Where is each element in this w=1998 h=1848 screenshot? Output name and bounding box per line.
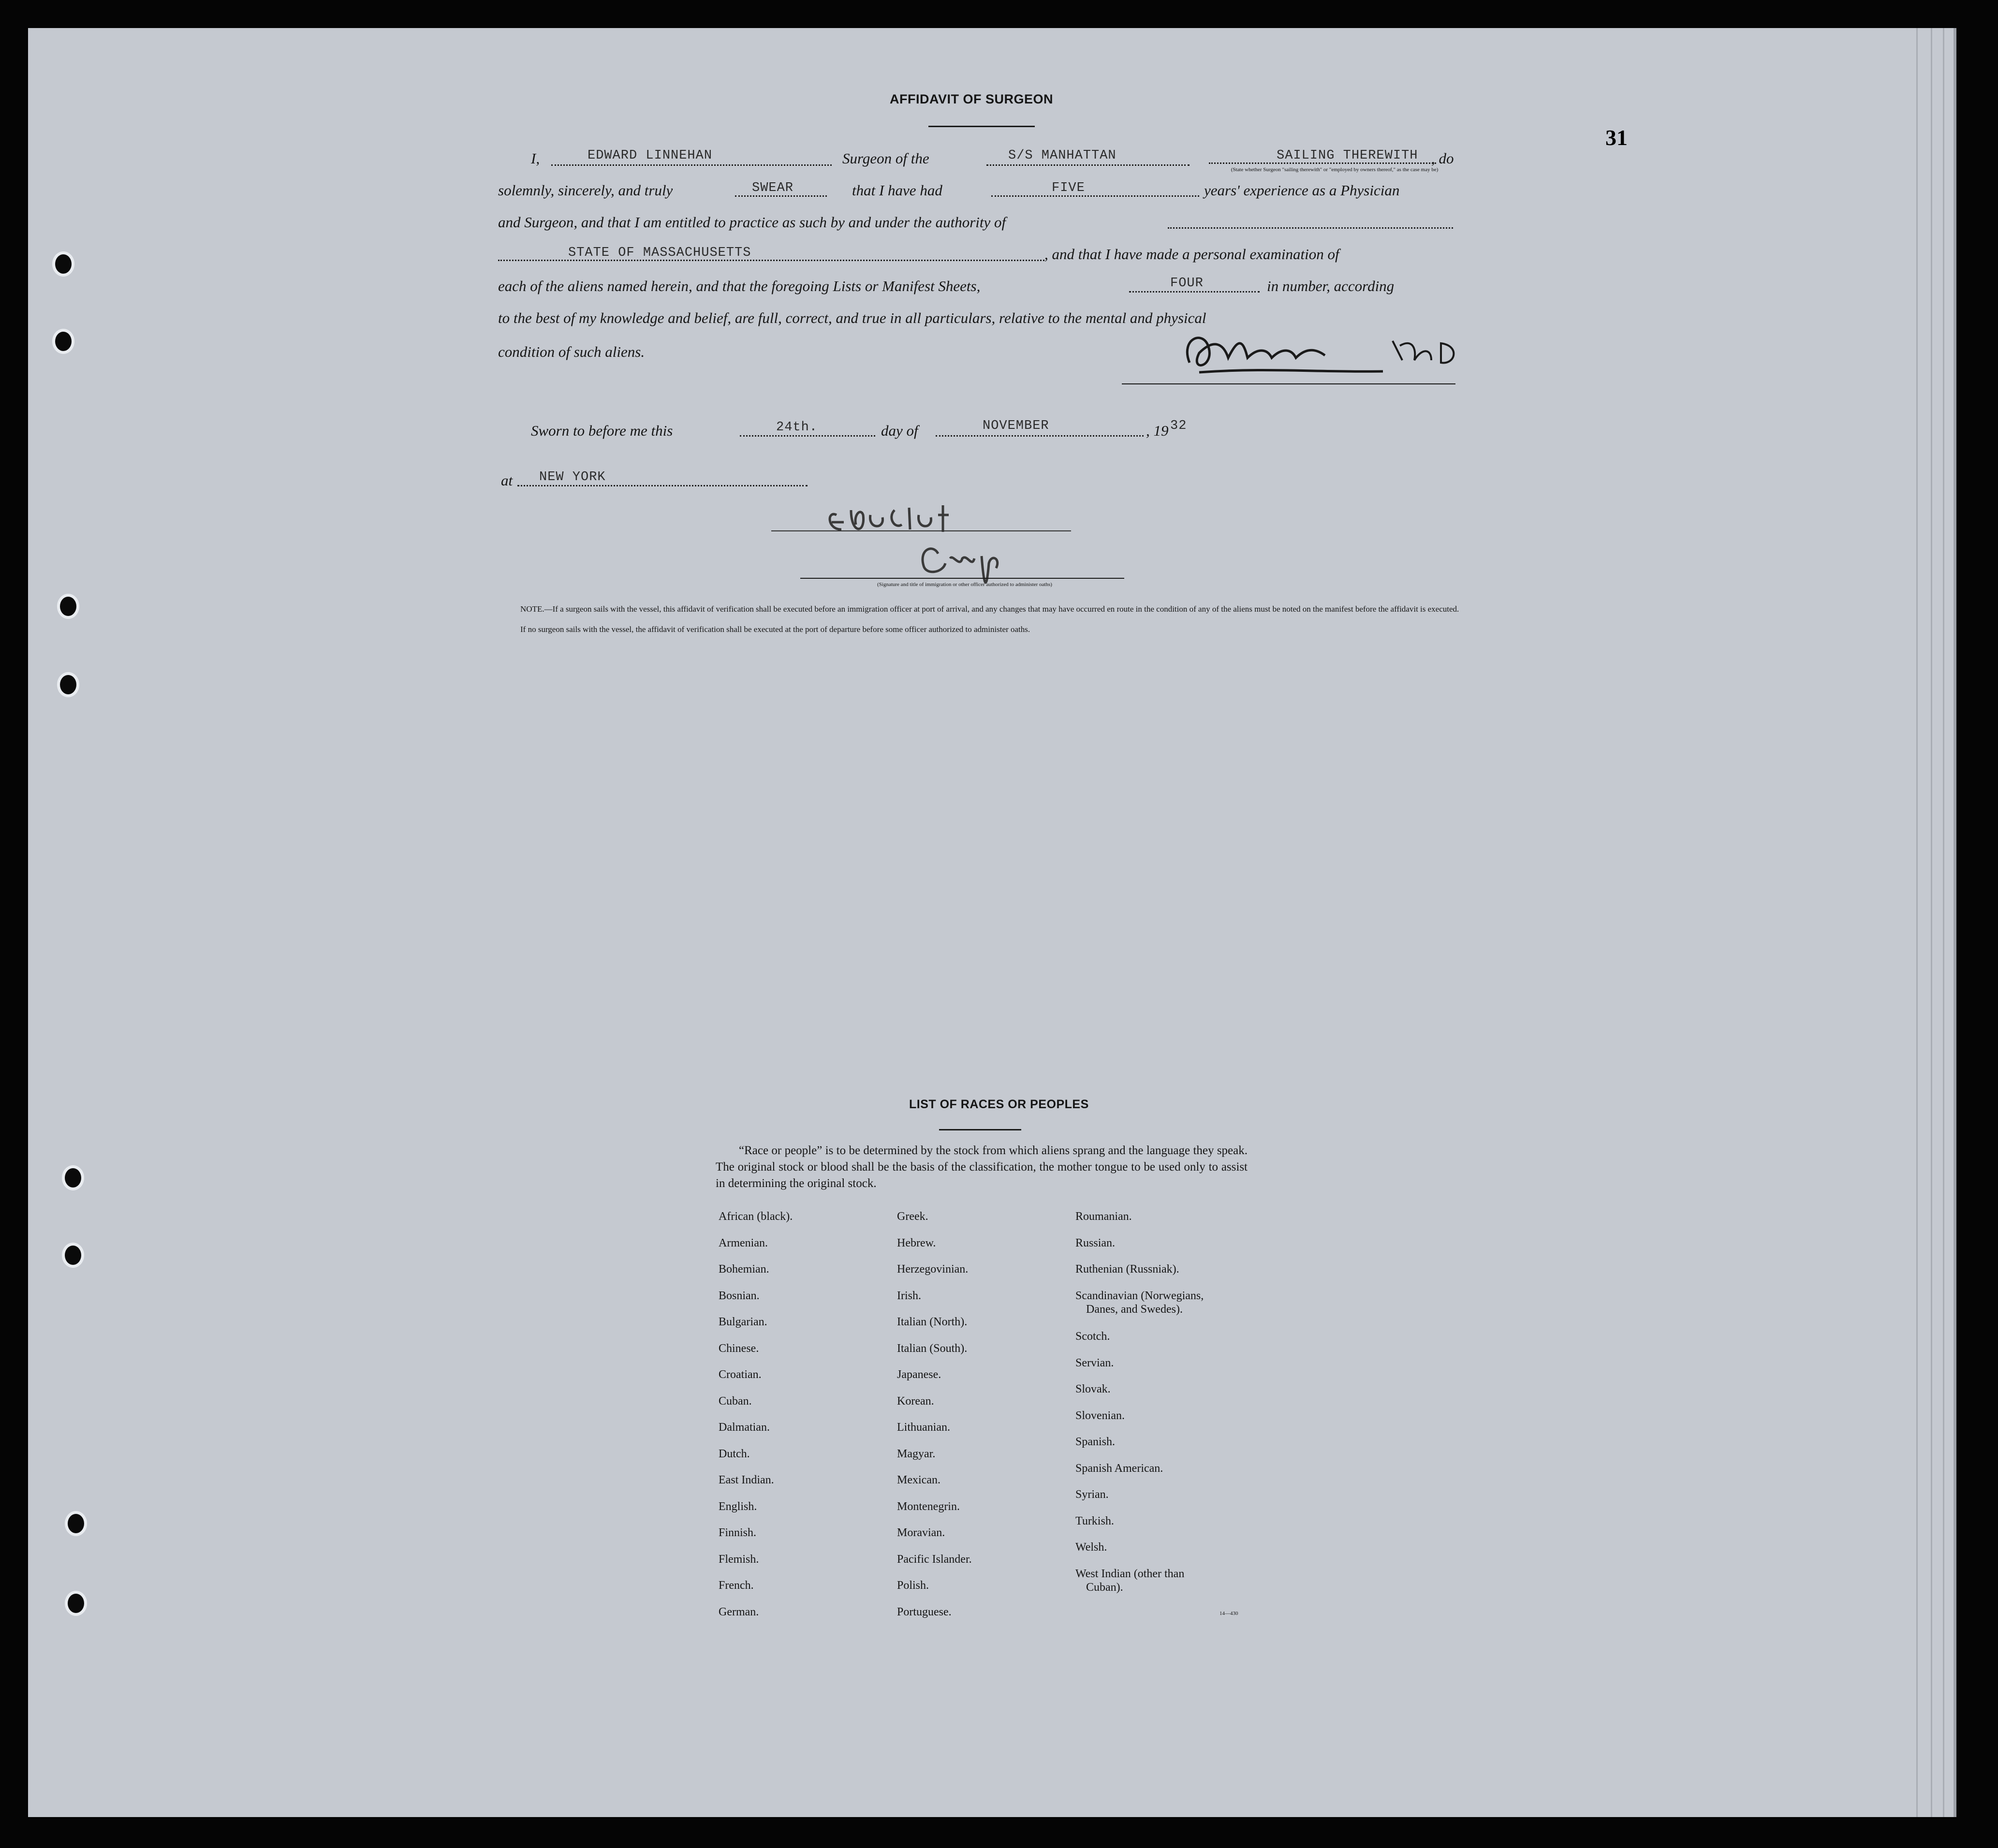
fill-line (498, 260, 1044, 261)
title-underline (928, 126, 1035, 127)
race-item: Montenegrin. (897, 1500, 960, 1513)
surgeon-name-value: EDWARD LINNEHAN (588, 148, 713, 163)
race-item: African (black). (719, 1210, 793, 1223)
race-item: Hebrew. (897, 1236, 936, 1249)
affidavit-text: Sworn to before me this (531, 422, 673, 439)
licensing-authority-value: STATE OF MASSACHUSETTS (568, 246, 751, 260)
race-item: Finnish. (719, 1526, 757, 1539)
fill-line (936, 435, 1144, 437)
note-paragraph: If no surgeon sails with the vessel, the affidavit of verification shall be executed at the port of departure before some officer authorized to administer oaths. (520, 625, 1030, 634)
sworn-month-value: NOVEMBER (983, 419, 1049, 433)
race-item: Spanish American. (1075, 1462, 1163, 1475)
race-item: Scandinavian (Norwegians, (1075, 1289, 1204, 1302)
race-item: Bosnian. (719, 1289, 760, 1302)
years-experience-value: FIVE (1052, 181, 1085, 195)
status-instruction: (State whether Surgeon "sailing therewith" or "employed by owners thereof," as the case may be) (1231, 167, 1439, 173)
page-edge-line (1931, 28, 1932, 1817)
race-item: Turkish. (1075, 1514, 1114, 1527)
race-item: East Indian. (719, 1474, 774, 1486)
affidavit-text: to the best of my knowledge and belief, are full, correct, and true in all particulars, relative to the mental and physical (498, 309, 1206, 326)
fill-line (1209, 162, 1436, 164)
races-intro: “Race or people” is to be determined by the stock from which aliens sprang and the language they speak. The original stock or blood shall be the basis of the classification, the mother tongue to be used only to assist in determining the original stock. (716, 1144, 1248, 1190)
race-item: Bulgarian. (719, 1316, 767, 1328)
race-item: English. (719, 1500, 757, 1513)
race-item: Italian (South). (897, 1342, 968, 1355)
affidavit-text: and Surgeon, and that I am entitled to practice as such by and under the authority of (498, 214, 1006, 231)
race-item: Pacific Islander. (897, 1553, 972, 1566)
binder-hole (52, 251, 74, 277)
sworn-year-value: 32 (1170, 419, 1187, 433)
race-item: German. (719, 1605, 759, 1618)
officer-line (771, 530, 1071, 531)
race-item: Flemish. (719, 1553, 759, 1566)
fill-line (986, 164, 1190, 166)
fill-line (517, 485, 808, 486)
surgeon-status-value: SAILING THEREWITH (1277, 148, 1418, 163)
race-item: Roumanian. (1075, 1210, 1132, 1223)
affidavit-text: each of the aliens named herein, and that the foregoing Lists or Manifest Sheets, (498, 278, 981, 294)
affidavit-text: at (501, 472, 513, 489)
race-item: Servian. (1075, 1356, 1114, 1369)
race-item: Cuban. (719, 1394, 752, 1408)
race-item: Cuban). (1086, 1581, 1123, 1594)
fill-line (1168, 227, 1453, 229)
race-item: Irish. (897, 1289, 921, 1302)
race-item: Japanese. (897, 1368, 941, 1381)
sworn-place-value: NEW YORK (539, 470, 606, 484)
binder-hole (57, 672, 79, 697)
affidavit-title: AFFIDAVIT OF SURGEON (890, 92, 1053, 106)
note-paragraph: NOTE.—If a surgeon sails with the vessel, this affidavit of verification shall be executed before an immigration officer at port of arrival, and any changes that may have occurred en route in the condition of any of the aliens must be noted on the manifest before the affidavit is executed. (520, 604, 1459, 614)
binder-hole (62, 1243, 84, 1268)
race-item: Syrian. (1075, 1488, 1109, 1501)
affidavit-text: that I have had (852, 182, 942, 199)
signature-line (1122, 383, 1455, 384)
race-item: Ruthenian (Russniak). (1075, 1263, 1179, 1276)
page-number: 31 (1605, 125, 1628, 150)
affidavit-text: Surgeon of the (842, 150, 929, 167)
race-item: Slovak. (1075, 1383, 1111, 1395)
race-item: Welsh. (1075, 1541, 1107, 1554)
race-item: Scotch. (1075, 1330, 1110, 1343)
officer-signature-line (800, 578, 1124, 579)
officer-caption: (Signature and title of immigration or other officer authorized to administer oaths) (877, 582, 1052, 587)
surgeon-signature (1170, 319, 1470, 387)
binder-hole (52, 329, 74, 354)
fill-line (991, 195, 1199, 197)
affidavit-text: , do (1431, 150, 1454, 167)
affidavit-text: in number, according (1267, 278, 1395, 294)
binder-hole (65, 1591, 87, 1616)
sheet-count-value: FOUR (1170, 276, 1204, 291)
race-item: Magyar. (897, 1447, 936, 1460)
race-item: Polish. (897, 1579, 929, 1592)
race-item: Moravian. (897, 1526, 945, 1539)
races-title-underline (939, 1129, 1021, 1130)
form-number: 14—430 (1219, 1611, 1238, 1616)
race-item: Bohemian. (719, 1263, 769, 1276)
affidavit-text: years' experience as a Physician (1204, 182, 1400, 199)
race-item: Greek. (897, 1210, 928, 1223)
binder-hole (62, 1165, 84, 1190)
race-item: Herzegovinian. (897, 1263, 969, 1276)
page-edge-line (1943, 28, 1944, 1817)
race-item: Armenian. (719, 1236, 768, 1249)
race-item: Slovenian. (1075, 1409, 1125, 1422)
race-item: Chinese. (719, 1342, 759, 1355)
affidavit-text: day of (881, 422, 918, 439)
race-item: Spanish. (1075, 1436, 1116, 1448)
binder-hole (57, 594, 79, 619)
race-item: Croatian. (719, 1368, 762, 1381)
binder-hole (65, 1511, 87, 1536)
page-edge-line (1916, 28, 1918, 1817)
race-item: Italian (North). (897, 1316, 968, 1328)
race-item: Portuguese. (897, 1605, 952, 1618)
document-page (28, 28, 1956, 1817)
fill-line (551, 164, 832, 166)
ship-name-value: S/S MANHATTAN (1008, 148, 1117, 163)
races-title: LIST OF RACES OR PEOPLES (909, 1098, 1089, 1111)
fill-line (1129, 291, 1260, 293)
fill-line (740, 435, 875, 437)
affidavit-text: I, (531, 150, 540, 167)
affidavit-text: solemnly, sincerely, and truly (498, 182, 673, 199)
race-item: French. (719, 1579, 754, 1592)
race-item: Mexican. (897, 1474, 940, 1486)
race-item: Dalmatian. (719, 1421, 770, 1434)
fill-line (735, 195, 827, 197)
race-item: Dutch. (719, 1447, 750, 1460)
affidavit-text: , 19 (1146, 422, 1169, 439)
race-item: Russian. (1075, 1236, 1116, 1249)
race-item: Lithuanian. (897, 1421, 950, 1434)
affidavit-text: condition of such aliens. (498, 343, 645, 360)
race-item: Danes, and Swedes). (1086, 1303, 1183, 1316)
sworn-day-value: 24th. (776, 420, 818, 435)
race-item: Korean. (897, 1394, 934, 1408)
affidavit-text: , and that I have made a personal examination of (1044, 246, 1339, 263)
race-item: West Indian (other than (1075, 1567, 1185, 1580)
oath-type-value: SWEAR (752, 181, 794, 195)
